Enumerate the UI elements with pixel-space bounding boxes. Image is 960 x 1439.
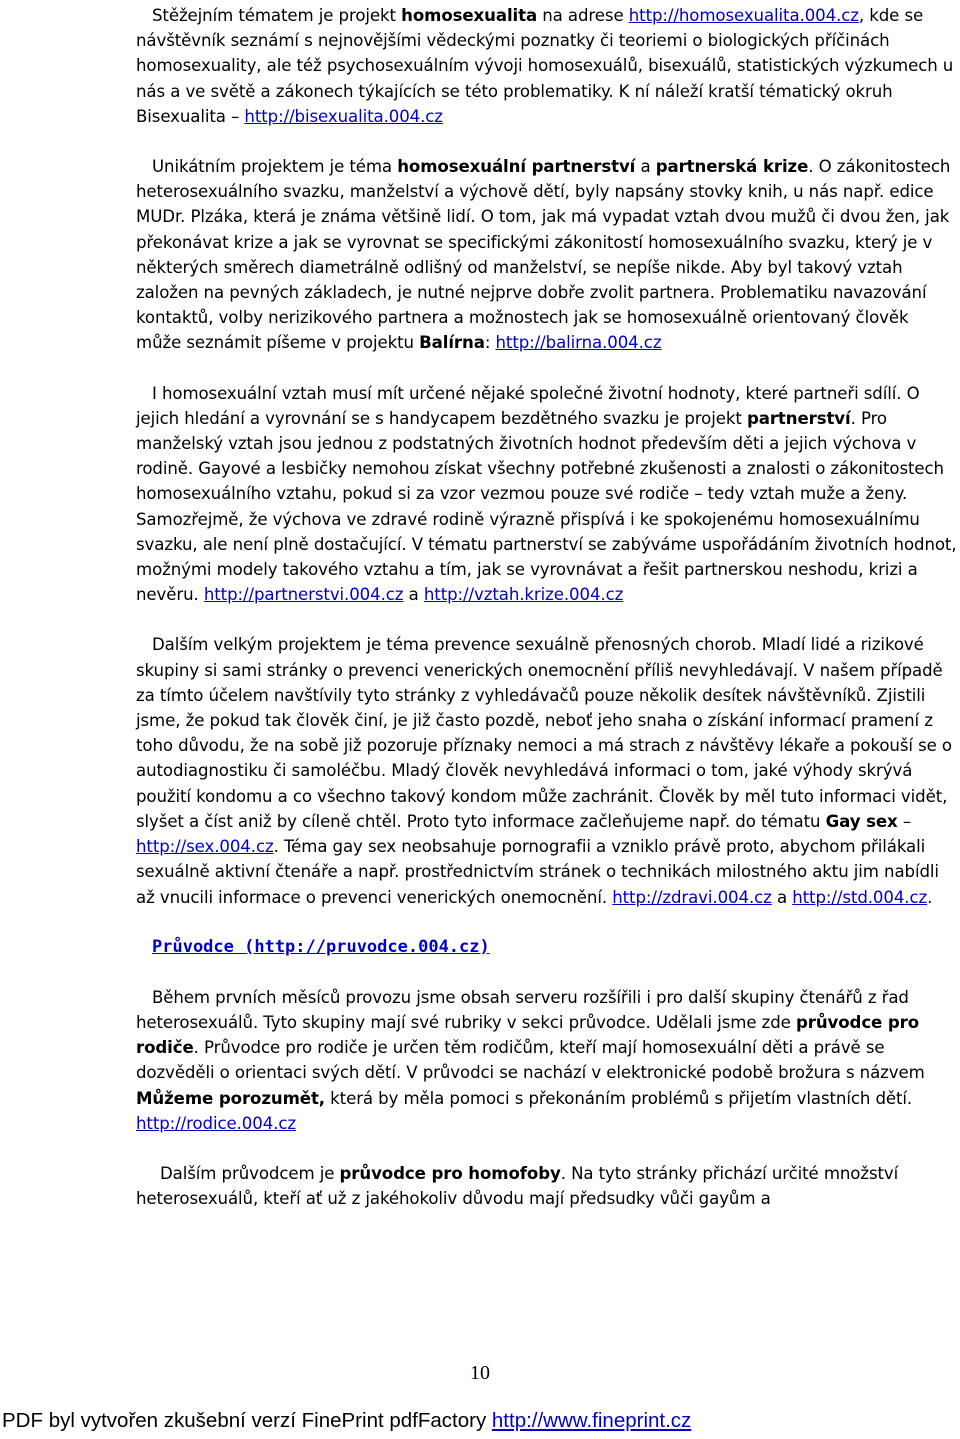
- text: . O zákonitostech heterosexuálního svazku, manželství a výchově dětí, byly napsány stovky knih, u nás např. edice MUDr. Plzáka, která je známa většině lidí. O tom, jak má vypadat vztah dvou mužů či dvou žen, jak překonávat krize a jak se vyrovnat se specifickými zákonitostí homosexuálního svazku, který je v některých směrech diametrálně odlišný od manželství, se nepíše nikde. Aby byl takový vztah založen na pevných základech, je nutné nejprve dobře zvolit partnera. Problematiku navazování kontaktů, volby nerizikového partnera a možnostech jak se homosexuálně orientovaný člověk může seznámit píšeme v projektu: [136, 157, 951, 353]
- text: . Téma gay sex neobsahuje pornografii a vzniklo právě proto, abychom přilákali sexuálně aktivní čtenáře a např. prostřednictvím stránek o technikách milostného aktu jim nabídli až vnucili informace o prevenci venerických onemocnění.: [136, 837, 939, 907]
- link-std[interactable]: http://std.004.cz: [792, 887, 928, 907]
- paragraph-homofobove: [136, 1161, 958, 1211]
- paragraph-rodice: [136, 985, 958, 1136]
- bold-text: partnerství: [746, 408, 851, 428]
- bold-text: průvodce pro homofoby: [339, 1163, 561, 1183]
- page-number: 10: [470, 1362, 490, 1384]
- text: která by měla pomoci s překonáním problémů s přijetím vlastních dětí.: [330, 1088, 913, 1108]
- link-bisexualita[interactable]: http://bisexualita.004.cz: [244, 106, 443, 126]
- text: a: [776, 887, 788, 907]
- spacer: [136, 607, 958, 632]
- bold-text: Můžeme porozumět,: [136, 1088, 325, 1108]
- link-vztah-krize[interactable]: http://vztah.krize.004.cz: [423, 585, 624, 605]
- text: . Pro manželský vztah jsou jednou z podstatných životních hodnot především děti a jejich výchova v rodině. Gayové a lesbičky nemohou získat všechny potřebné zkušenosti a znalosti o zákonitostech homosexuálního vztahu, pokud si za vzor vezmou pouze své rodiče – tedy vztah muže a ženy. Samozřejmě, že výchova ve zdravé rodině výrazně přispívá i ke spokojenému homosexuálnímu svazku, ale není plně dostačující. V tématu partnerství se zabýváme uspořádáním životních hodnot, možnými modely takového vztahu a tím, jak se vyrovnávat a řešit partnerskou neshodu, krizi a nevěru.: [136, 408, 957, 605]
- bold-text: průvodce pro rodiče: [136, 1012, 920, 1058]
- link-partnerstvi[interactable]: http://partnerstvi.004.cz: [203, 585, 404, 605]
- link-zdravi[interactable]: http://zdravi.004.cz: [612, 887, 772, 907]
- text: Dalším průvodcem je: [160, 1163, 335, 1183]
- paragraph-prevence: [136, 632, 958, 909]
- text: Stěžejním tématem je projekt: [152, 6, 396, 25]
- paragraph-partnerstvi: [136, 154, 958, 356]
- link-sex[interactable]: http://sex.004.cz: [136, 837, 274, 857]
- footer-link[interactable]: http://www.fineprint.cz: [491, 1409, 692, 1432]
- bold-text: partnerská krize: [655, 157, 809, 177]
- footer-text: PDF byl vytvořen zkušební verzí FinePrint pdfFactory: [2, 1409, 487, 1432]
- link-homosexualita[interactable]: http://homosexualita.004.cz: [628, 6, 859, 25]
- link-rodice[interactable]: http://rodice.004.cz: [136, 1113, 296, 1133]
- link-balirna[interactable]: http://balirna.004.cz: [495, 333, 662, 353]
- spacer: [136, 960, 958, 985]
- spacer: [136, 129, 958, 154]
- document-body: [136, 3, 958, 1211]
- paragraph-homosexualita: [136, 3, 958, 129]
- text: Unikátním projektem je téma: [152, 157, 392, 177]
- bold-text: homosexualita: [401, 6, 538, 25]
- text: I homosexuální vztah musí mít určené nějaké společné životní hodnoty, které partneři sdílí. O jejich hledání a vyrovnání se s handycapem bezdětného svazku je projekt: [136, 383, 920, 428]
- text: , kde se návštěvník seznámí s nejnovějšími vědeckými poznatky či teoriemi o biologických příčinách homosexuality, ale též psychosexuálním vývoji homosexuálů, bisexuálů, statistických výzkumech u nás a ve světě a zákonech týkajících se této problematiky. K ní náleží kratší tématický okruh Bisexualita –: [136, 6, 954, 126]
- text: –: [902, 811, 912, 831]
- bold-text: Gay sex: [825, 811, 898, 831]
- text: Dalším velkým projektem je téma prevence sexuálně přenosných chorob. Mladí lidé a rizikové skupiny si sami stránky o prevenci venerických onemocnění příliš nevyhledávají. V našem případě za tímto účelem navštívily tyto stránky z vyhledávačů pouze několik desítek návštěvníků. Zjistili jsme, že pokud tak člověk činí, je již často pozdě, neboť jeho snaha o získání informací pramení z toho důvodu, že na sobě již pozoruje příznaky nemoci a má strach z návštěvy lékaře a pokouší se o autodiagnostiku či samoléčbu. Mladý člověk nevyhledává informaci o tom, jaké výhody skrývá použití kondomu a co všechno takový kondom může zachránit. Člověk by měl tuto informaci vidět, slyšet a číst aniž by cíleně chtěl. Proto tyto informace začleňujeme např. do tématu: [136, 635, 952, 831]
- text: . Na tyto stránky přichází určité množství heterosexuálů, kteří ať už z jakéhokoliv důvodu mají předsudky vůči gayům a: [136, 1163, 899, 1209]
- paragraph-hodnoty: [136, 381, 958, 608]
- bold-text: Balírna: [419, 333, 485, 353]
- text: Během prvních měsíců provozu jsme obsah serveru rozšířili i pro další skupiny čtenářů z řad heterosexuálů. Tyto skupiny mají své rubriky v sekci průvodce. Udělali jsme zde: [136, 987, 909, 1032]
- text: a: [640, 157, 651, 177]
- spacer: [136, 356, 958, 381]
- text: na adrese: [542, 6, 624, 25]
- section-heading-pruvodce[interactable]: Průvodce (http://pruvodce.004.cz): [152, 936, 490, 957]
- text: . Průvodce pro rodiče je určen těm rodičům, kteří mají homosexuální děti a právě se dozvěděli o orientaci svých dětí. V průvodci se nachází v elektronické podobě brožura s názvem: [136, 1038, 925, 1083]
- text: a: [408, 585, 419, 605]
- text: .: [927, 887, 933, 907]
- text: :: [484, 333, 491, 353]
- spacer: [136, 1136, 958, 1161]
- pdf-footer: [2, 1409, 691, 1433]
- spacer: [136, 910, 958, 935]
- bold-text: homosexuální partnerství: [397, 157, 636, 177]
